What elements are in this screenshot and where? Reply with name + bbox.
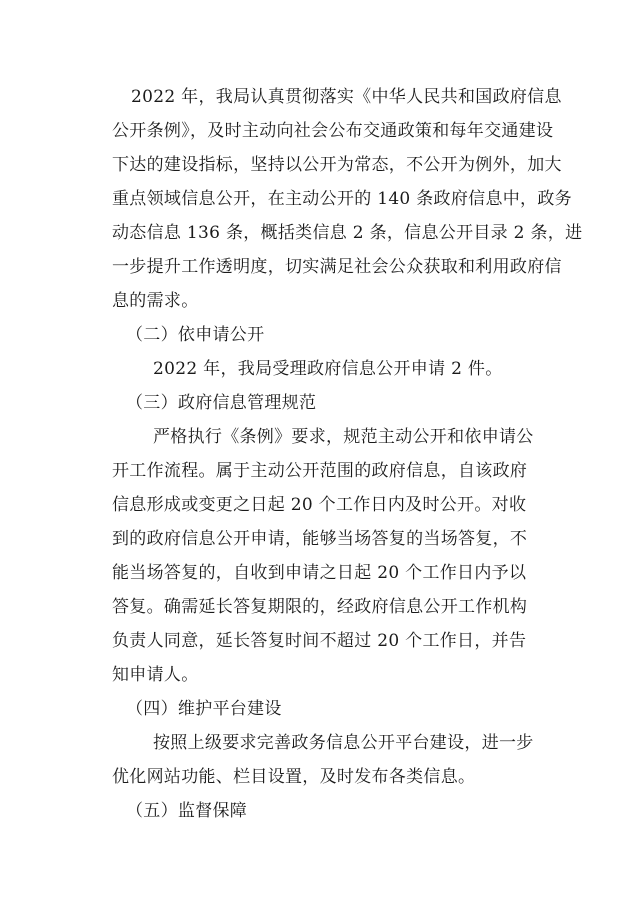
paragraph-line: 息的需求。 (112, 291, 199, 311)
paragraph-line: 答复。确需延长答复期限的，经政府信息公开工作机构 (112, 597, 528, 617)
paragraph-line: 开工作流程。属于主动公开范围的政府信息，自该政府 (112, 461, 528, 481)
paragraph-line: 到的政府信息公开申请，能够当场答复的当场答复，不 (112, 529, 528, 549)
paragraph-line: 2022 年，我局受理政府信息公开申请 2 件。 (153, 359, 503, 379)
paragraph-line: 下达的建设指标，坚持以公开为常态，不公开为例外，加大 (112, 155, 562, 175)
section-heading: （五）监督保障 (126, 801, 248, 821)
paragraph-line: 知申请人。 (112, 665, 199, 685)
paragraph-line: 重点领域信息公开，在主动公开的 140 条政府信息中，政务 (112, 189, 572, 209)
paragraph-line: 信息形成或变更之日起 20 个工作日内及时公开。对收 (112, 495, 527, 515)
paragraph-line: 能当场答复的，自收到申请之日起 20 个工作日内予以 (112, 563, 527, 583)
paragraph-line: 负责人同意，延长答复时间不超过 20 个工作日，并告 (112, 631, 527, 651)
section-heading: （四）维护平台建设 (126, 699, 282, 719)
paragraph-line: 按照上级要求完善政务信息公开平台建设，进一步 (153, 733, 534, 753)
section-heading: （三）政府信息管理规范 (126, 393, 317, 413)
section-heading: （二）依申请公开 (126, 325, 265, 345)
paragraph-line: 公开条例》，及时主动向社会公布交通政策和每年交通建设 (112, 121, 554, 141)
paragraph-line: 动态信息 136 条，概括类信息 2 条，信息公开目录 2 条，进 (112, 223, 583, 243)
paragraph-line: 2022 年，我局认真贯彻落实《中华人民共和国政府信息 (131, 87, 562, 107)
paragraph-line: 严格执行《条例》要求，规范主动公开和依申请公 (153, 427, 534, 447)
paragraph-line: 优化网站功能、栏目设置，及时发布各类信息。 (112, 767, 476, 787)
paragraph-line: 一步提升工作透明度，切实满足社会公众获取和利用政府信 (112, 257, 562, 277)
